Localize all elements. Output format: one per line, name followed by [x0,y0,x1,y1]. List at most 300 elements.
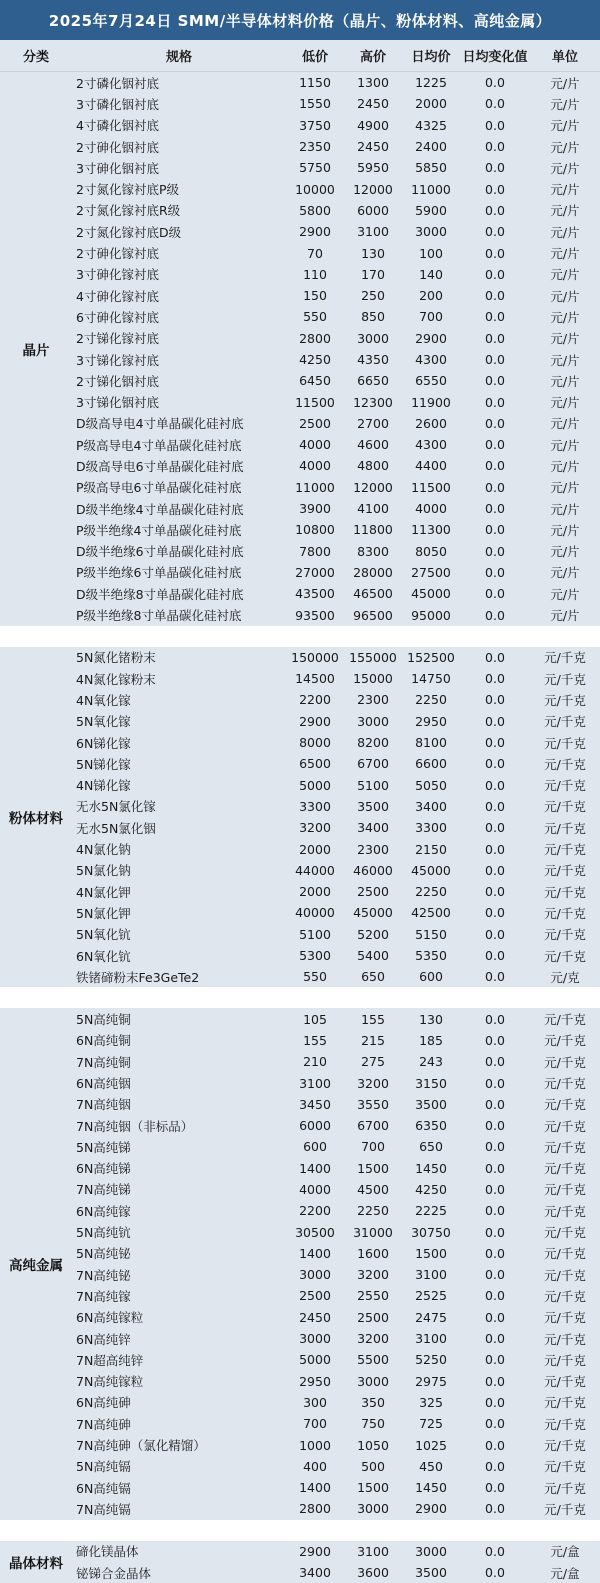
section-1 [0,647,600,988]
avg-price-cell: 2600 [415,415,447,431]
unit-cell: 元/千克 [544,1288,586,1304]
avg-price-cell: 4300 [415,437,447,453]
spec-cell: 3寸磷化铟衬底 [76,96,159,112]
low-price-cell: 3400 [299,1565,331,1581]
change-cell: 0.0 [485,96,505,112]
header-unit: 单位 [551,50,578,65]
header-low: 低价 [301,50,328,65]
avg-price-cell: 2250 [415,884,447,900]
spec-cell: 3寸锑化镓衬底 [76,352,159,368]
high-price-cell: 170 [361,266,385,282]
change-cell: 0.0 [485,266,505,282]
low-price-cell: 550 [303,309,327,325]
avg-price-cell: 1025 [415,1437,447,1453]
section-divider [0,1520,600,1541]
table-row [72,264,600,285]
spec-cell: 5N锑化镓 [76,756,131,772]
low-price-cell: 4000 [299,1181,331,1197]
change-cell: 0.0 [485,948,505,964]
high-price-cell: 650 [361,969,385,985]
high-price-cell: 3600 [357,1565,389,1581]
table-row [72,200,600,221]
low-price-cell: 2900 [299,224,331,240]
spec-cell: 2寸磷化铟衬底 [76,75,159,91]
unit-cell: 元/千克 [544,1459,586,1475]
avg-price-cell: 2900 [415,1501,447,1517]
high-price-cell: 1500 [357,1160,389,1176]
avg-price-cell: 4000 [415,501,447,517]
unit-cell: 元/千克 [544,671,586,687]
high-price-cell: 96500 [353,607,393,623]
table-row [72,1115,600,1136]
table-row [72,583,600,604]
spec-cell: 5N高纯钪 [76,1225,131,1241]
low-price-cell: 2450 [299,1309,331,1325]
unit-cell: 元/千克 [544,1161,586,1177]
spec-cell: 7N高纯铟（非标品） [76,1118,194,1134]
high-price-cell: 3200 [357,1267,389,1283]
spec-cell: 4N氧化镓 [76,692,131,708]
avg-price-cell: 243 [419,1054,443,1070]
unit-cell: 元/千克 [544,1012,586,1028]
high-price-cell: 1050 [357,1437,389,1453]
change-cell: 0.0 [485,1096,505,1112]
avg-price-cell: 5050 [415,777,447,793]
change-cell: 0.0 [485,1224,505,1240]
table-row [72,1136,600,1157]
change-cell: 0.0 [485,224,505,240]
table-row [72,668,600,689]
low-price-cell: 4000 [299,437,331,453]
spec-cell: 6N高纯砷 [76,1395,131,1411]
change-cell: 0.0 [485,586,505,602]
change-cell: 0.0 [485,1267,505,1283]
spec-cell: 6N氧化钪 [76,948,131,964]
high-price-cell: 4900 [357,117,389,133]
low-price-cell: 1550 [299,96,331,112]
avg-price-cell: 2950 [415,713,447,729]
table-row [72,1285,600,1306]
spec-cell: 4N锑化镓 [76,778,131,794]
high-price-cell: 250 [361,288,385,304]
table-row [72,413,600,434]
spec-cell: 7N高纯砷 [76,1416,131,1432]
table-row [72,562,600,583]
change-cell: 0.0 [485,394,505,410]
low-price-cell: 3000 [299,1267,331,1283]
low-price-cell: 43500 [295,586,335,602]
table-row [72,1371,600,1392]
change-cell: 0.0 [485,160,505,176]
avg-price-cell: 2400 [415,139,447,155]
low-price-cell: 600 [303,1139,327,1155]
avg-price-cell: 11500 [411,479,451,495]
high-price-cell: 28000 [353,564,393,580]
avg-price-cell: 5250 [415,1352,447,1368]
avg-price-cell: 1225 [415,75,447,91]
table-row [72,1413,600,1434]
spec-cell: 6N高纯镓粒 [76,1310,144,1326]
change-cell: 0.0 [485,458,505,474]
spec-cell: 7N高纯锑 [76,1182,131,1198]
change-cell: 0.0 [485,649,505,665]
low-price-cell: 150 [303,288,327,304]
table-row [72,1158,600,1179]
spec-cell: 5N高纯镉 [76,1459,131,1475]
spec-cell: 6寸砷化镓衬底 [76,309,159,325]
unit-cell: 元/片 [550,246,580,262]
high-price-cell: 1300 [357,75,389,91]
table-row [72,775,600,796]
avg-price-cell: 325 [419,1394,443,1410]
high-price-cell: 5950 [357,160,389,176]
spec-cell: D级半绝缘8寸单晶碳化硅衬底 [76,586,244,602]
table-row [72,796,600,817]
table-body [0,72,600,1583]
high-price-cell: 3500 [357,798,389,814]
spec-cell: 4N氯化钾 [76,884,131,900]
table-row [72,732,600,753]
avg-price-cell: 5150 [415,926,447,942]
unit-cell: 元/千克 [544,884,586,900]
avg-price-cell: 6600 [415,756,447,772]
unit-cell: 元/片 [550,96,580,112]
table-row [72,477,600,498]
avg-price-cell: 3100 [415,1331,447,1347]
unit-cell: 元/千克 [544,820,586,836]
avg-price-cell: 2250 [415,692,447,708]
high-price-cell: 700 [361,1139,385,1155]
high-price-cell: 15000 [353,671,393,687]
unit-cell: 元/千克 [544,1501,586,1517]
high-price-cell: 350 [361,1394,385,1410]
change-cell: 0.0 [485,1543,505,1559]
low-price-cell: 1150 [299,75,331,91]
unit-cell: 元/片 [550,160,580,176]
change-cell: 0.0 [485,1331,505,1347]
unit-cell: 元/片 [550,309,580,325]
high-price-cell: 2450 [357,96,389,112]
spec-cell: P级半绝缘6寸单晶碳化硅衬底 [76,565,242,581]
table-row [72,1179,600,1200]
avg-price-cell: 3000 [415,224,447,240]
change-cell: 0.0 [485,1160,505,1176]
low-price-cell: 10000 [295,181,335,197]
high-price-cell: 3000 [357,1373,389,1389]
avg-price-cell: 11300 [411,522,451,538]
unit-cell: 元/千克 [544,1480,586,1496]
spec-cell: P级半绝缘4寸单晶碳化硅衬底 [76,522,242,538]
spec-cell: 碲化镁晶体 [76,1544,139,1560]
low-price-cell: 3900 [299,501,331,517]
change-cell: 0.0 [485,1501,505,1517]
spec-cell: 5N高纯铋 [76,1246,131,1262]
unit-cell: 元/千克 [544,1246,586,1262]
avg-price-cell: 2475 [415,1309,447,1325]
low-price-cell: 2900 [299,713,331,729]
header-avg: 日均价 [411,50,451,65]
spec-cell: D级高导电6寸单晶碳化硅衬底 [76,458,244,474]
low-price-cell: 5800 [299,202,331,218]
avg-price-cell: 95000 [411,607,451,623]
high-price-cell: 500 [361,1458,385,1474]
table-row [72,1477,600,1498]
unit-cell: 元/千克 [544,1395,586,1411]
table-row [72,328,600,349]
table-row [72,178,600,199]
high-price-cell: 2500 [357,884,389,900]
table-row [72,817,600,838]
low-price-cell: 40000 [295,905,335,921]
high-price-cell: 850 [361,309,385,325]
spec-cell: 铋锑合金晶体 [76,1565,152,1581]
high-price-cell: 6650 [357,373,389,389]
unit-cell: 元/盒 [550,1544,580,1560]
low-price-cell: 93500 [295,607,335,623]
unit-cell: 元/片 [550,544,580,560]
low-price-cell: 5750 [299,160,331,176]
avg-price-cell: 5900 [415,202,447,218]
table-row [72,1392,600,1413]
avg-price-cell: 450 [419,1458,443,1474]
change-cell: 0.0 [485,1373,505,1389]
low-price-cell: 2350 [299,139,331,155]
spec-cell: 5N氮化锗粉末 [76,650,156,666]
avg-price-cell: 140 [419,266,443,282]
spec-cell: 4N氯化钠 [76,842,131,858]
high-price-cell: 46000 [353,862,393,878]
low-price-cell: 27000 [295,564,335,580]
unit-cell: 元/千克 [544,1416,586,1432]
high-price-cell: 3200 [357,1075,389,1091]
page-title: 2025年7月24日 SMM/半导体材料价格（晶片、粉体材料、高纯金属） [0,0,600,40]
change-cell: 0.0 [485,735,505,751]
spec-cell: 4N氮化镓粉末 [76,671,156,687]
unit-cell: 元/千克 [544,1438,586,1454]
unit-cell: 元/千克 [544,778,586,794]
avg-price-cell: 3300 [415,820,447,836]
table-header [0,40,600,72]
section-0 [0,72,600,626]
change-cell: 0.0 [485,926,505,942]
unit-cell: 元/片 [550,458,580,474]
low-price-cell: 3000 [299,1331,331,1347]
table-row [72,72,600,93]
low-price-cell: 5000 [299,1352,331,1368]
low-price-cell: 2200 [299,692,331,708]
avg-price-cell: 30750 [411,1224,451,1240]
high-price-cell: 215 [361,1032,385,1048]
avg-price-cell: 45000 [411,862,451,878]
low-price-cell: 70 [307,245,323,261]
section-rows [72,1008,600,1519]
unit-cell: 元/盒 [550,1565,580,1581]
high-price-cell: 3100 [357,224,389,240]
table-row [72,285,600,306]
avg-price-cell: 2000 [415,96,447,112]
table-row [72,1541,600,1562]
high-price-cell: 5500 [357,1352,389,1368]
unit-cell: 元/片 [550,522,580,538]
spec-cell: 5N氧化钪 [76,927,131,943]
table-row [72,860,600,881]
high-price-cell: 6700 [357,1118,389,1134]
spec-cell: D级高导电4寸单晶碳化硅衬底 [76,416,244,432]
change-cell: 0.0 [485,1118,505,1134]
change-cell: 0.0 [485,1011,505,1027]
change-cell: 0.0 [485,692,505,708]
table-row [72,370,600,391]
avg-price-cell: 2225 [415,1203,447,1219]
avg-price-cell: 3500 [415,1096,447,1112]
avg-price-cell: 130 [419,1011,443,1027]
change-cell: 0.0 [485,352,505,367]
low-price-cell: 1400 [299,1245,331,1261]
avg-price-cell: 4300 [415,352,447,367]
spec-cell: 6N高纯镉 [76,1480,131,1496]
unit-cell: 元/千克 [544,1097,586,1113]
low-price-cell: 400 [303,1458,327,1474]
spec-cell: 2寸砷化铟衬底 [76,139,159,155]
low-price-cell: 3100 [299,1075,331,1091]
table-row [72,1008,600,1029]
high-price-cell: 6700 [357,756,389,772]
table-row [72,1349,600,1370]
spec-cell: 2寸氮化镓衬底R级 [76,203,181,219]
high-price-cell: 2250 [357,1203,389,1219]
spec-cell: 7N高纯铟 [76,1097,131,1113]
high-price-cell: 8200 [357,735,389,751]
avg-price-cell: 8050 [415,543,447,559]
change-cell: 0.0 [485,1565,505,1581]
unit-cell: 元/片 [550,267,580,283]
unit-cell: 元/片 [550,352,580,368]
change-cell: 0.0 [485,415,505,431]
avg-price-cell: 1500 [415,1245,447,1261]
avg-price-cell: 27500 [411,564,451,580]
header-spec: 规格 [165,50,192,65]
low-price-cell: 10800 [295,522,335,538]
high-price-cell: 3200 [357,1331,389,1347]
low-price-cell: 2500 [299,1288,331,1304]
high-price-cell: 5100 [357,777,389,793]
high-price-cell: 31000 [353,1224,393,1240]
avg-price-cell: 45000 [411,586,451,602]
table-row [72,1030,600,1051]
spec-cell: 7N高纯镉 [76,1501,131,1517]
high-price-cell: 1600 [357,1245,389,1261]
avg-price-cell: 152500 [407,649,455,665]
spec-cell: 无水5N氯化镓 [76,799,156,815]
avg-price-cell: 185 [419,1032,443,1048]
low-price-cell: 700 [303,1416,327,1432]
low-price-cell: 3300 [299,798,331,814]
high-price-cell: 3100 [357,1543,389,1559]
avg-price-cell: 100 [419,245,443,261]
change-cell: 0.0 [485,905,505,921]
high-price-cell: 4600 [357,437,389,453]
change-cell: 0.0 [485,1480,505,1496]
spec-cell: P级高导电4寸单晶碳化硅衬底 [76,437,242,453]
high-price-cell: 2450 [357,139,389,155]
high-price-cell: 3550 [357,1096,389,1112]
unit-cell: 元/千克 [544,1182,586,1198]
spec-cell: D级半绝缘6寸单晶碳化硅衬底 [76,544,244,560]
spec-cell: 7N高纯铋 [76,1267,131,1283]
change-cell: 0.0 [485,181,505,197]
change-cell: 0.0 [485,1139,505,1155]
change-cell: 0.0 [485,522,505,538]
change-cell: 0.0 [485,373,505,389]
unit-cell: 元/片 [550,203,580,219]
table-row [72,349,600,370]
low-price-cell: 3450 [299,1096,331,1112]
avg-price-cell: 4250 [415,1181,447,1197]
low-price-cell: 5100 [299,926,331,942]
table-row [72,136,600,157]
low-price-cell: 11000 [295,479,335,495]
change-cell: 0.0 [485,479,505,495]
unit-cell: 元/片 [550,373,580,389]
high-price-cell: 4100 [357,501,389,517]
table-row [72,498,600,519]
table-row [72,1051,600,1072]
spec-cell: 2寸氮化镓衬底D级 [76,224,182,240]
high-price-cell: 275 [361,1054,385,1070]
unit-cell: 元/千克 [544,1225,586,1241]
low-price-cell: 2950 [299,1373,331,1389]
table-row [72,1498,600,1519]
table-row [72,391,600,412]
low-price-cell: 210 [303,1054,327,1070]
low-price-cell: 8000 [299,735,331,751]
spec-cell: 5N氯化钾 [76,905,131,921]
unit-cell: 元/片 [550,416,580,432]
unit-cell: 元/千克 [544,1374,586,1390]
table-row [72,93,600,114]
unit-cell: 元/千克 [544,1054,586,1070]
spec-cell: 5N氯化钠 [76,863,131,879]
section-divider [0,626,600,647]
change-cell: 0.0 [485,713,505,729]
change-cell: 0.0 [485,245,505,261]
avg-price-cell: 3150 [415,1075,447,1091]
high-price-cell: 5200 [357,926,389,942]
table-row [72,242,600,263]
unit-cell: 元/片 [550,118,580,134]
low-price-cell: 5300 [299,948,331,964]
table-row [72,902,600,923]
table-row [72,1094,600,1115]
avg-price-cell: 11000 [411,181,451,197]
low-price-cell: 11500 [295,394,335,410]
high-price-cell: 45000 [353,905,393,921]
unit-cell: 元/千克 [544,1331,586,1347]
change-cell: 0.0 [485,820,505,836]
table-row [72,753,600,774]
avg-price-cell: 6550 [415,373,447,389]
low-price-cell: 6500 [299,756,331,772]
unit-cell: 元/片 [550,75,580,91]
high-price-cell: 12000 [353,479,393,495]
unit-cell: 元/片 [550,224,580,240]
low-price-cell: 2000 [299,841,331,857]
table-row [72,157,600,178]
spec-cell: 5N高纯锑 [76,1139,131,1155]
unit-cell: 元/千克 [544,1139,586,1155]
unit-cell: 元/千克 [544,650,586,666]
avg-price-cell: 5350 [415,948,447,964]
